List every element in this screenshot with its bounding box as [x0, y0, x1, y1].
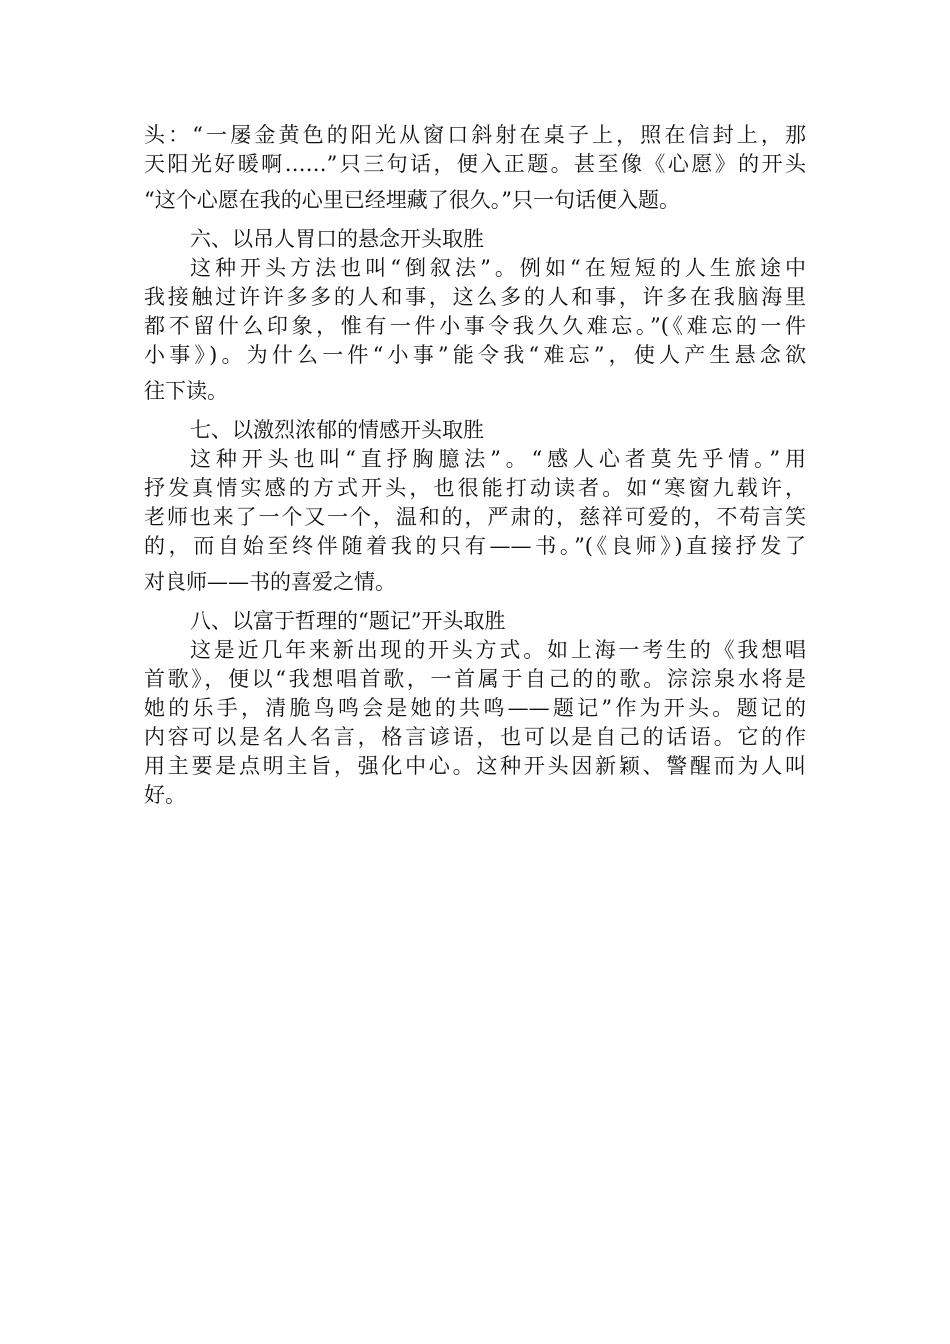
text-line: 这种开头方法也叫“倒叙法”。例如“在短短的人生旅途中 [190, 256, 806, 280]
text-line: 我接触过许许多多的人和事，这么多的人和事，许多在我脑海里 [144, 285, 806, 309]
text-line: 头：“一屡金黄色的阳光从窗口斜射在桌子上，照在信封上，那 [144, 123, 806, 147]
section-heading: 七、以激烈浓郁的情感开头取胜 [190, 418, 484, 442]
text-line: 小事》)。为什么一件“小事”能令我“难忘”，使人产生悬念欲 [144, 343, 806, 367]
text-line: 往下读。 [144, 379, 228, 403]
text-line: 这是近几年来新出现的开头方式。如上海一考生的《我想唱 [190, 638, 806, 662]
text-line: 首歌》，便以“我想唱首歌，一首属于自己的的歌。淙淙泉水将是 [144, 667, 806, 691]
text-line: 这种开头也叫“直抒胸臆法”。“感人心者莫先乎情。”用 [190, 447, 806, 471]
text-line: 好。 [144, 783, 186, 807]
text-line: 用主要是点明主旨，强化中心。这种开头因新颖、警醒而为人叫 [144, 754, 806, 778]
document-body [144, 121, 806, 810]
text-line: 对良师——书的喜爱之情。 [144, 570, 396, 594]
text-line: 她的乐手，清脆鸟鸣会是她的共鸣——题记”作为开头。题记的 [144, 696, 806, 720]
text-line: “这个心愿在我的心里已经埋藏了很久。”只一句话便入题。 [144, 188, 680, 212]
text-line: 都不留什么印象，惟有一件小事令我久久难忘。”(《难忘的一件 [144, 314, 806, 338]
text-line: 抒发真情实感的方式开头，也很能打动读者。如“寒窗九载许， [144, 476, 806, 500]
text-line: 老师也来了一个又一个，温和的，严肃的，慈祥可爱的，不苟言笑 [144, 505, 806, 529]
text-line: 内容可以是名人名言，格言谚语，也可以是自己的话语。它的作 [144, 725, 806, 749]
section-heading: 八、以富于哲理的“题记”开头取胜 [190, 609, 506, 633]
text-line: 天阳光好暖啊……”只三句话，便入正题。甚至像《心愿》的开头 [144, 152, 806, 176]
text-line: 的，而自始至终伴随着我的只有——书。”(《良师》)直接抒发了 [144, 534, 806, 558]
section-heading: 六、以吊人胃口的悬念开头取胜 [190, 227, 484, 251]
